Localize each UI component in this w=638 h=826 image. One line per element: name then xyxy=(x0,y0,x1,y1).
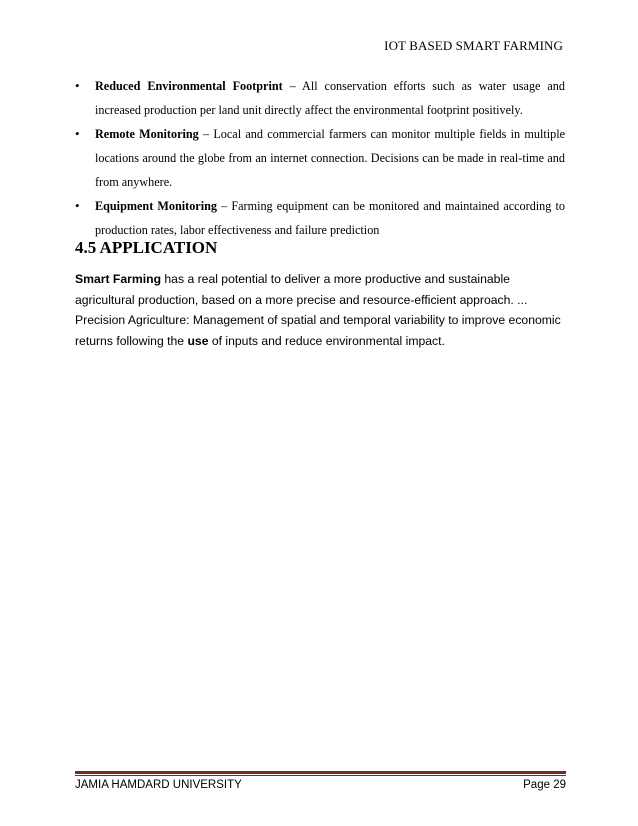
bullet-list xyxy=(75,74,565,242)
bullet-icon: • xyxy=(75,198,80,213)
bullet-text: – Local and commercial farmers can monitor multiple fields in multiple locations around the globe from an internet connection. Decisions can be made in real-time and from anywhere. xyxy=(95,127,565,189)
bullet-icon: • xyxy=(75,78,80,93)
footer-rule xyxy=(75,771,566,774)
lead-term: Smart Farming xyxy=(75,272,162,286)
list-item xyxy=(75,194,565,242)
list-item xyxy=(75,122,565,194)
bullet-text: – All conservation efforts such as water usage and increased production per land unit directly affect the environmental footprint positively. xyxy=(95,79,565,117)
page-number: Page 29 xyxy=(523,779,566,791)
inline-emphasis: use xyxy=(187,333,209,348)
list-item xyxy=(75,74,565,122)
section-paragraph xyxy=(75,269,570,351)
paragraph-text-end: of inputs and reduce environmental impact. xyxy=(208,333,445,348)
bullet-term: Reduced Environmental Footprint xyxy=(95,79,283,93)
section-heading: 4.5 APPLICATION xyxy=(75,238,218,257)
running-header: IOT BASED SMART FARMING xyxy=(384,38,563,53)
paragraph-text: has a real potential to deliver a more productive and sustainable agricultural production, based on a more precise and resource-efficient approach. ... Precision Agriculture: Management of spatial and temporal variability to improve economic returns following the xyxy=(75,272,561,348)
bullet-term: Remote Monitoring xyxy=(95,127,199,141)
bullet-icon: • xyxy=(75,126,80,141)
bullet-text: – Farming equipment can be monitored and maintained according to production rates, labor effectiveness and failure prediction xyxy=(95,199,565,237)
footer-rule-thin xyxy=(75,775,566,776)
footer-university: JAMIA HAMDARD UNIVERSITY xyxy=(75,779,242,791)
bullet-term: Equipment Monitoring xyxy=(95,199,217,213)
